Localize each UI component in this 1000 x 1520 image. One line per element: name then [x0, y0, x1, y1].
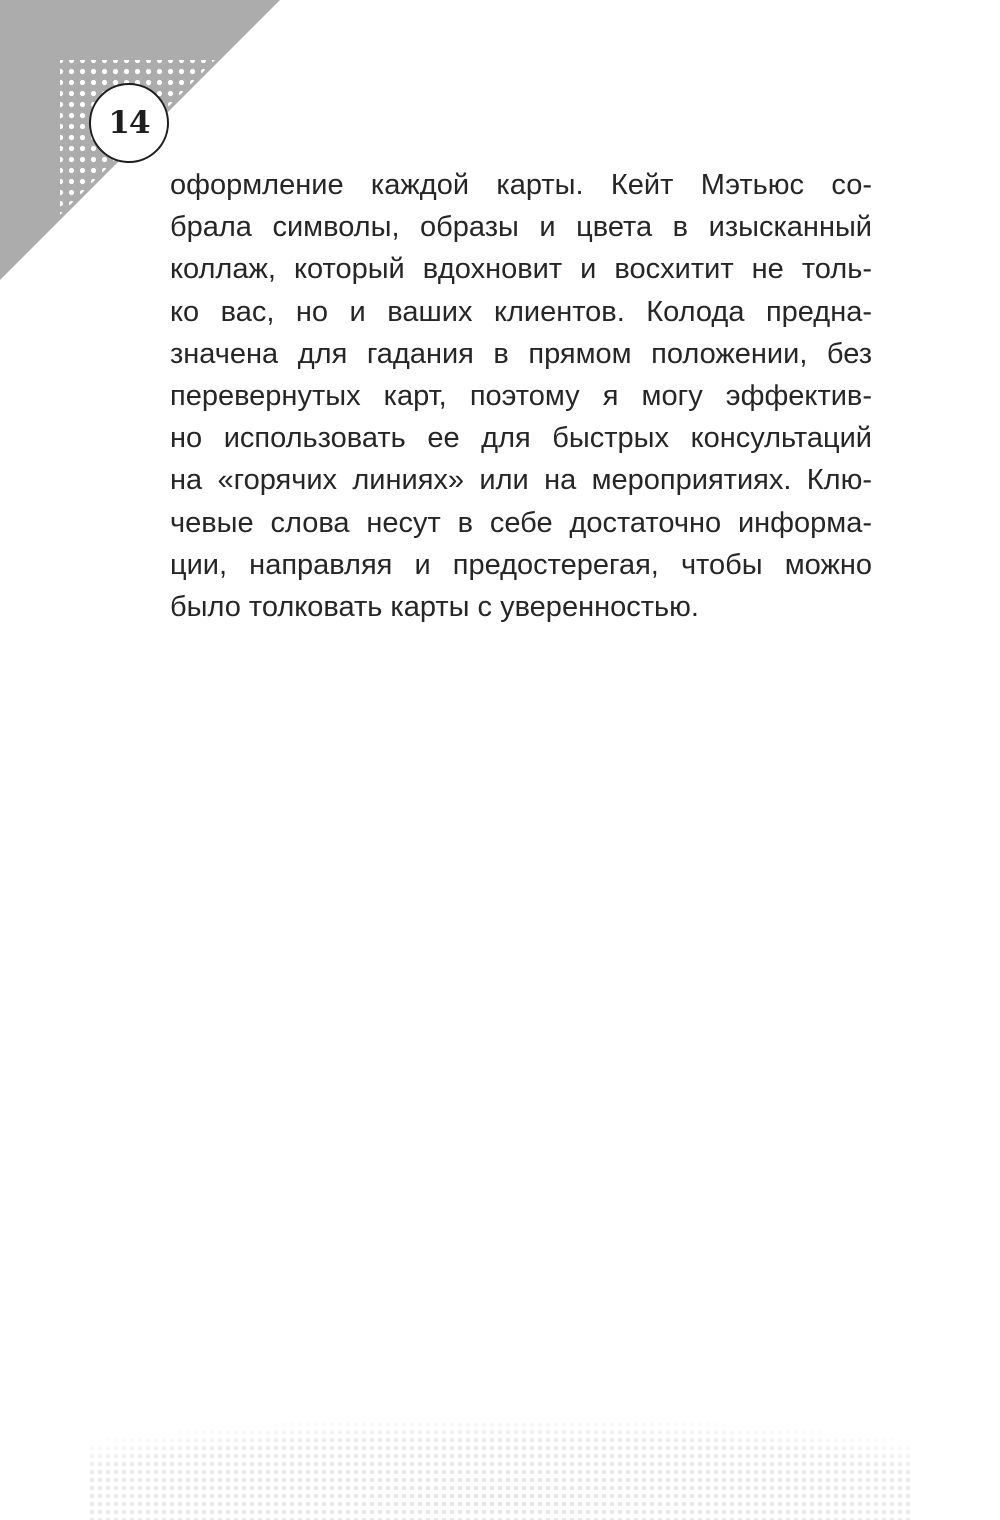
- text-line: ции, направляя и предостерегая, чтобы можно: [170, 548, 872, 581]
- text-line: ко вас, но и ваших клиентов. Колода предна-: [170, 295, 872, 328]
- text-line: чевые слова несут в себе достаточно информа-: [170, 506, 872, 539]
- text-line: коллаж, который вдохновит и восхитит не толь-: [170, 253, 872, 286]
- body-text: [170, 164, 872, 628]
- page-number-badge: [89, 83, 169, 163]
- text-line: брала символы, образы и цвета в изысканный: [170, 211, 872, 244]
- text-line: на «горячих линиях» или на мероприятиях. Клю-: [170, 464, 872, 497]
- text-line: значена для гадания в прямом положении, без: [170, 337, 872, 370]
- text-line: оформление каждой карты. Кейт Мэтьюс со-: [170, 169, 872, 201]
- bottom-dot-pattern-decoration: [0, 1380, 1000, 1520]
- text-line: но использовать ее для быстрых консультаций: [170, 422, 872, 455]
- page-number: 14: [108, 105, 150, 141]
- text-line: было толковать карты с уверенностью.: [170, 591, 699, 624]
- text-line: перевернутых карт, поэтому я могу эффектив-: [170, 380, 872, 413]
